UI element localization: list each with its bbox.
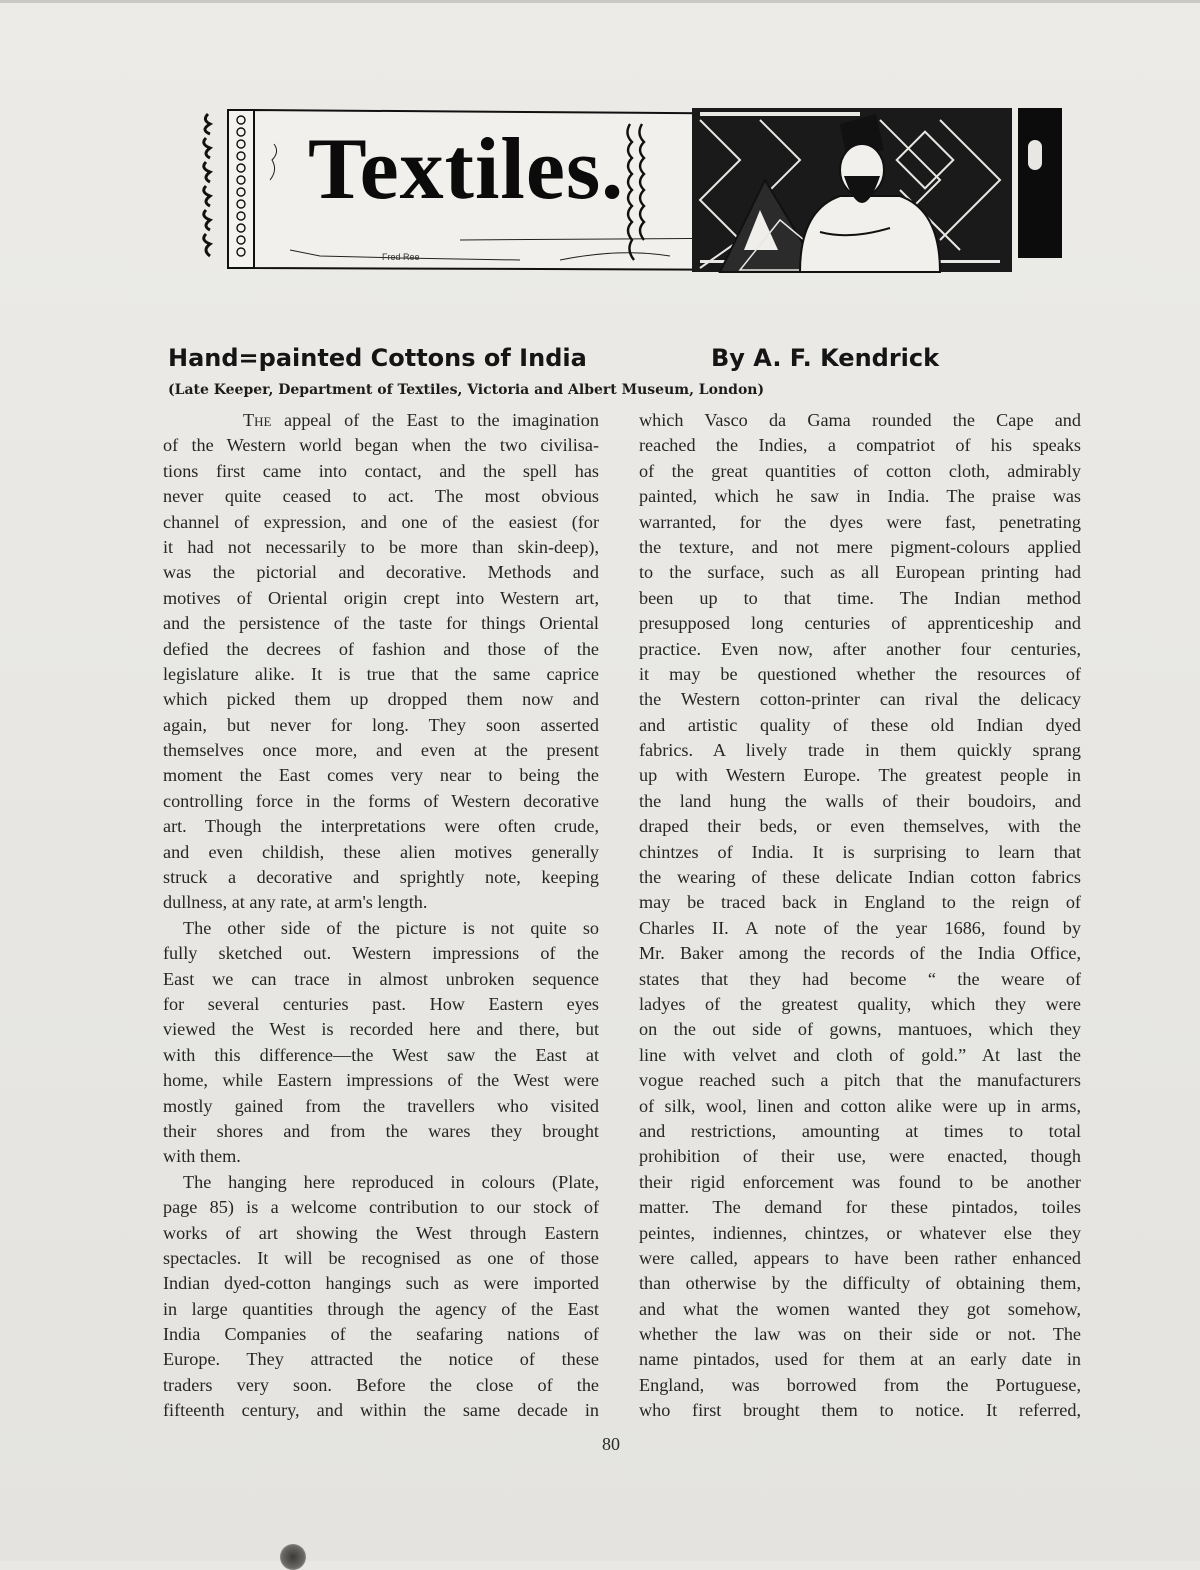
text-line: draped their beds, or even themselves, with the: [639, 816, 1081, 837]
text-line: vogue reached such a pitch that the manufacturers: [639, 1070, 1081, 1091]
text-line: channel of expression, and one of the easiest (for: [163, 511, 599, 532]
text-line: chintzes of India. It is surprising to learn that: [639, 841, 1081, 862]
text-line: moment the East comes very near to being the: [163, 765, 599, 786]
text-line: England, was borrowed from the Portuguese,: [639, 1374, 1081, 1395]
text-line: was the pictorial and decorative. Methods and: [163, 562, 599, 583]
text-line: the land hung the walls of their boudoirs, and: [639, 790, 1081, 811]
text-line: struck a decorative and sprightly note, keeping: [163, 867, 599, 888]
text-line: [163, 408, 599, 433]
text-line: page 85) is a welcome contribution to our stock of: [163, 1197, 599, 1218]
text-line: of silk, wool, linen and cotton alike were up in arms,: [639, 1095, 1081, 1116]
text-line: it had not necessarily to be more than skin-deep),: [163, 536, 599, 557]
text-line-content: appeal of the East to the imagination: [271, 410, 599, 430]
article-author: By A. F. Kendrick: [711, 344, 940, 372]
text-line: which Vasco da Gama rounded the Cape and: [639, 410, 1081, 430]
page-edge: [0, 0, 1200, 3]
text-line: their shores and from the wares they brought: [163, 1120, 599, 1141]
text-line: warranted, for the dyes were fast, penetrating: [639, 511, 1081, 532]
text-line: and even childish, these alien motives generally: [163, 841, 599, 862]
drop-lead: The: [243, 410, 272, 430]
text-line: and what the women wanted they got somehow,: [639, 1298, 1081, 1319]
text-line: who first brought them to notice. It referred,: [639, 1400, 1081, 1421]
text-line: it may be questioned whether the resources of: [639, 663, 1081, 684]
text-line: the wearing of these delicate Indian cotton fabrics: [639, 867, 1081, 888]
text-line: presupposed long centuries of apprenticeship and: [639, 613, 1081, 634]
text-line: mostly gained from the travellers who visited: [163, 1095, 599, 1116]
text-line: in large quantities through the agency of the East: [163, 1298, 599, 1319]
text-column-right: [639, 408, 1081, 1424]
ink-smudge: [280, 1544, 306, 1570]
banner-title: Textiles.: [308, 121, 625, 218]
artist-signature: Fred Ree: [382, 252, 420, 262]
author-credit: (Late Keeper, Department of Textiles, Victoria and Albert Museum, London): [168, 382, 765, 398]
text-line: Europe. They attracted the notice of these: [163, 1349, 599, 1370]
text-line: were called, appears to have been rather enhanced: [639, 1247, 1081, 1268]
text-line: India Companies of the seafaring nations of: [163, 1324, 599, 1345]
text-line: with them.: [163, 1146, 241, 1167]
text-line: The other side of the picture is not quite so: [183, 917, 599, 938]
text-line: the Western cotton-printer can rival the delicacy: [639, 689, 1081, 710]
textiles-banner: [200, 100, 1062, 280]
text-line: of the great quantities of cotton cloth, admirably: [639, 460, 1081, 481]
text-line: name pintados, used for them at an early date in: [639, 1349, 1081, 1370]
text-line: peintes, indiennes, chintzes, or whatever else they: [639, 1222, 1081, 1243]
headline-row: [168, 344, 988, 378]
text-line: reached the Indies, a compatriot of his speaks: [639, 435, 1081, 456]
text-line: defied the decrees of fashion and those of the: [163, 638, 599, 659]
text-line: dullness, at any rate, at arm's length.: [163, 892, 428, 913]
text-column-left: [163, 408, 599, 1424]
text-line: may be traced back in England to the reign of: [639, 892, 1081, 913]
text-line: themselves once more, and even at the present: [163, 740, 599, 761]
text-line: matter. The demand for these pintados, toiles: [639, 1197, 1081, 1218]
text-line: legislature alike. It is true that the same caprice: [163, 663, 599, 684]
text-line: and the persistence of the taste for things Oriental: [163, 613, 599, 634]
text-line: tions first came into contact, and the spell has: [163, 460, 599, 481]
text-line: their rigid enforcement was found to be another: [639, 1171, 1081, 1192]
text-line: practice. Even now, after another four centuries,: [639, 638, 1081, 659]
text-line: traders very soon. Before the close of the: [163, 1374, 599, 1395]
text-line: which picked them up dropped them now and: [163, 689, 599, 710]
text-line: line with velvet and cloth of gold.” At last the: [639, 1044, 1081, 1065]
text-line: to the surface, such as all European printing had: [639, 562, 1081, 583]
text-line: motives of Oriental origin crept into Western art,: [163, 587, 599, 608]
text-line: been up to that time. The Indian method: [639, 587, 1081, 608]
text-line: with this difference—the West saw the East at: [163, 1044, 599, 1065]
text-line: fabrics. A lively trade in them quickly sprang: [639, 740, 1081, 761]
text-line: of the Western world began when the two civilisa-: [163, 435, 599, 456]
text-line: spectacles. It will be recognised as one of those: [163, 1247, 599, 1268]
text-line: states that they had become “ the weare of: [639, 968, 1081, 989]
text-line: Mr. Baker among the records of the India Office,: [639, 943, 1081, 964]
text-line: on the out side of gowns, mantuoes, which they: [639, 1019, 1081, 1040]
text-line: prohibition of their use, were enacted, though: [639, 1146, 1081, 1167]
text-line: ladyes of the greatest quality, which they were: [639, 993, 1081, 1014]
text-line: and restrictions, amounting at times to total: [639, 1120, 1081, 1141]
text-line: painted, which he saw in India. The praise was: [639, 486, 1081, 507]
text-line: for several centuries past. How Eastern eyes: [163, 993, 599, 1014]
text-line: fifteenth century, and within the same decade in: [163, 1400, 599, 1421]
text-line: Indian dyed-cotton hangings such as were imported: [163, 1273, 599, 1294]
text-line: works of art showing the West through Eastern: [163, 1222, 599, 1243]
text-line: The hanging here reproduced in colours (Plate,: [183, 1171, 599, 1192]
text-line: the texture, and not mere pigment-colours applied: [639, 536, 1081, 557]
text-line: Charles II. A note of the year 1686, found by: [639, 917, 1081, 938]
text-line: again, but never for long. They soon asserted: [163, 714, 599, 735]
page-number: 80: [602, 1434, 620, 1454]
text-line: and artistic quality of these old Indian dyed: [639, 714, 1081, 735]
text-line: up with Western Europe. The greatest people in: [639, 765, 1081, 786]
text-line: East we can trace in almost unbroken sequence: [163, 968, 599, 989]
text-line: home, while Eastern impressions of the West were: [163, 1070, 599, 1091]
text-line: than otherwise by the difficulty of obtaining them,: [639, 1273, 1081, 1294]
article-title: Hand=painted Cottons of India: [168, 344, 587, 372]
text-line: viewed the West is recorded here and there, but: [163, 1019, 599, 1040]
text-line: whether the law was on their side or not. The: [639, 1324, 1081, 1345]
text-line: art. Though the interpretations were often crude,: [163, 816, 599, 837]
text-line: never quite ceased to act. The most obvious: [163, 486, 599, 507]
text-line: controlling force in the forms of Western decorative: [163, 790, 599, 811]
text-line: fully sketched out. Western impressions of the: [163, 943, 599, 964]
